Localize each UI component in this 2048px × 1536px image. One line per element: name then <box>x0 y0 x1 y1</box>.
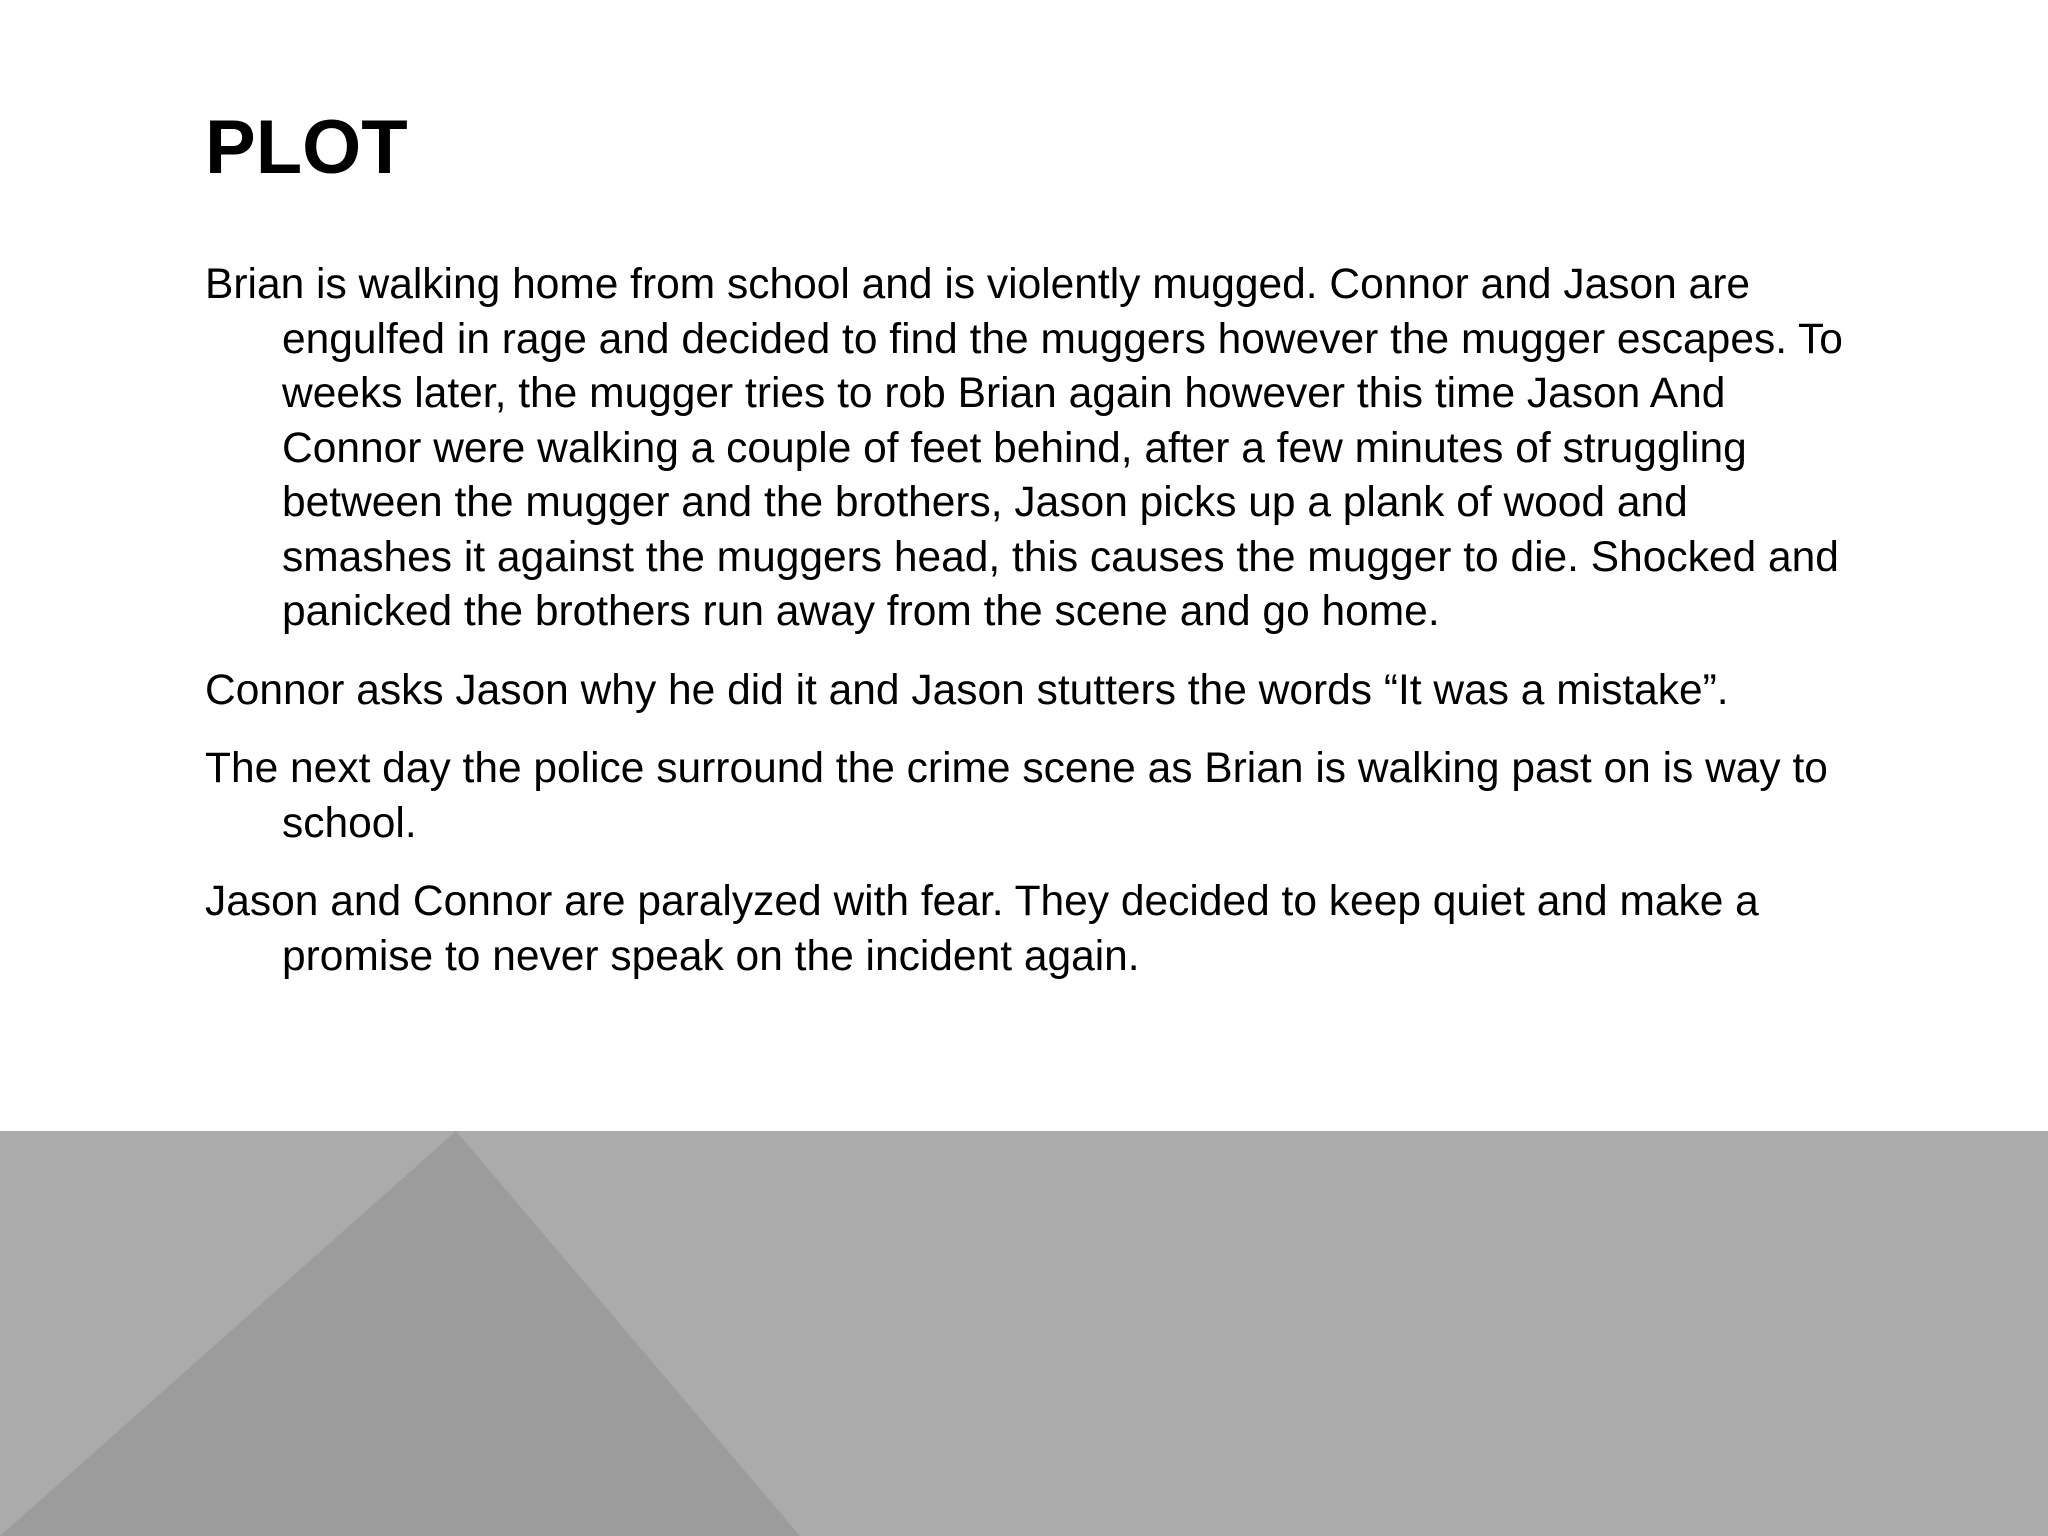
plot-paragraph-3: The next day the police surround the crime scene as Brian is walking past on is way to school. <box>205 745 1828 847</box>
footer-decoration <box>0 1131 2048 1536</box>
plot-paragraph-1: Brian is walking home from school and is violently mugged. Connor and Jason are engulfed in rage and decided to find the muggers however the mugger escapes. To weeks later, the mugger tries to rob Brian again however this time Jason And Connor were walking a couple of feet behind, after a few minutes of struggling between the mugger and the brothers, Jason picks up a plank of wood and smashes it against the muggers head, this causes the mugger to die. Shocked and panicked the brothers run away from the scene and go home. <box>205 261 1843 635</box>
plot-paragraph-2: Connor asks Jason why he did it and Jason stutters the words “It was a mistake”. <box>205 666 1729 714</box>
slide-body <box>205 258 1865 1008</box>
plot-paragraph-4: Jason and Connor are paralyzed with fear. They decided to keep quiet and make a promise to never speak on the incident again. <box>205 878 1759 980</box>
footer-band <box>0 1131 2048 1536</box>
slide-title: PLOT <box>205 105 408 190</box>
